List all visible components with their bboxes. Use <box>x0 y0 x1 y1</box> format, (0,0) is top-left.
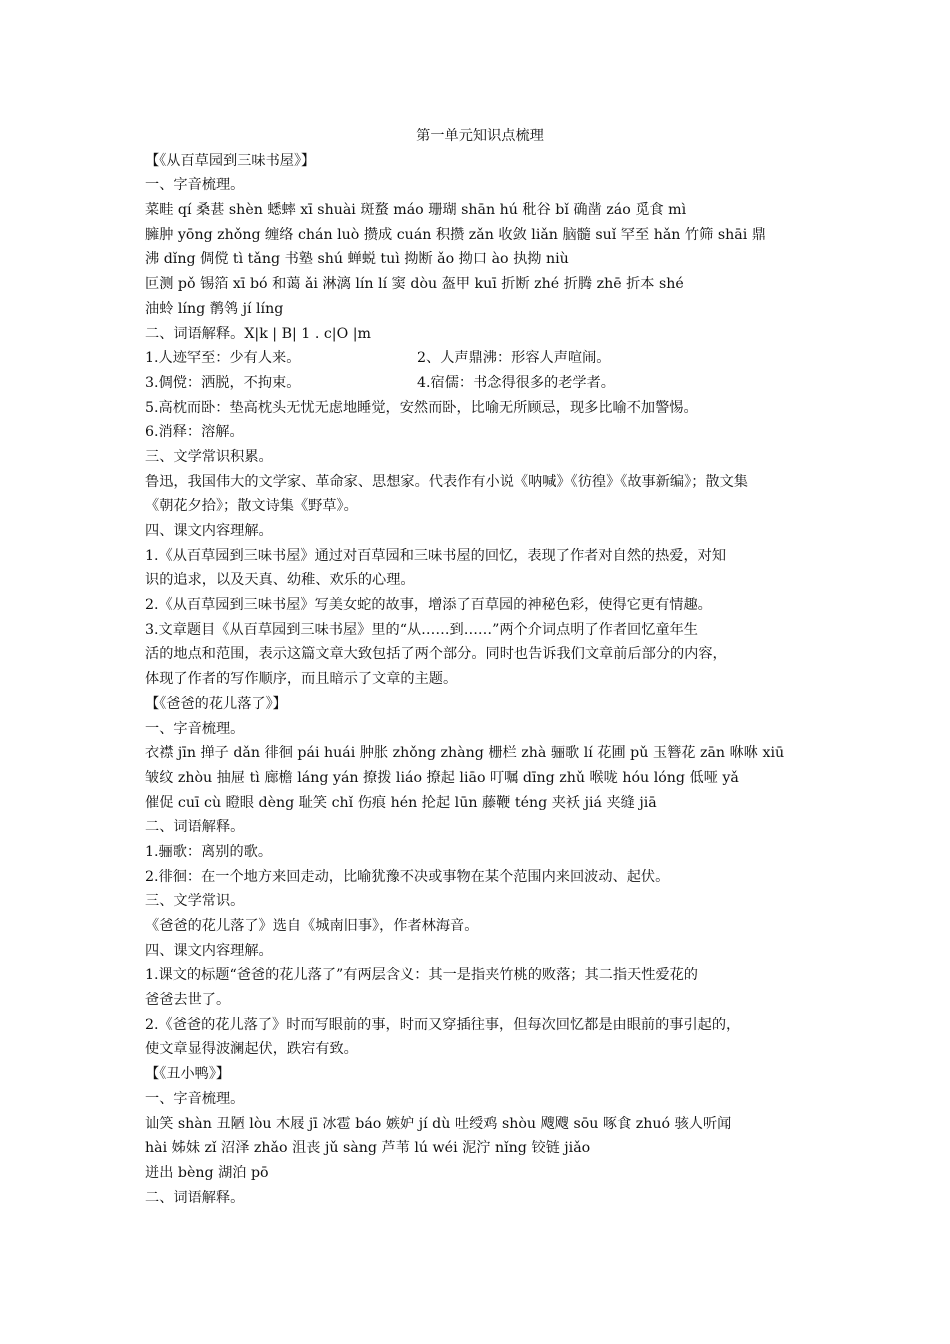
document-page <box>145 124 815 1210</box>
pronunciation-line: 讪笑 shàn 丑陋 lòu 木屐 jī 冰雹 báo 嫉妒 jí dù 吐绶鸡 shòu 飕飕 sōu 啄食 zhuó 骇人听闻 <box>145 1115 732 1132</box>
subsection-heading: 一、字音梳理。 <box>145 177 245 194</box>
pronunciation-line: 迸出 bèng 湖泊 pō <box>145 1164 269 1181</box>
vocab-entry: 1.人迹罕至：少有人来。 <box>145 350 301 367</box>
pronunciation-line: hài 姊妹 zǐ 沼泽 zhǎo 沮丧 jǔ sàng 芦苇 lú wéi 泥泞 nǐng 铰链 jiǎo <box>145 1140 591 1157</box>
subsection-heading: 二、词语解释。X|k | B| 1 . c|O |m <box>145 325 371 342</box>
subsection-heading: 四、课文内容理解。 <box>145 942 273 959</box>
vocab-entry: 1.骊歌：离别的歌。 <box>145 843 273 860</box>
subsection-heading: 一、字音梳理。 <box>145 1090 245 1107</box>
subsection-heading: 三、文学常识积累。 <box>145 448 273 465</box>
section-heading: 【《从百草园到三味书屋》】 <box>145 152 316 169</box>
page-title: 第一单元知识点梳理 <box>416 128 544 144</box>
literature-line: 鲁迅，我国伟大的文学家、革命家、思想家。代表作有小说《呐喊》《彷徨》《故事新编》；散文集 <box>145 473 748 490</box>
subsection-heading: 三、文学常识。 <box>145 893 245 910</box>
pronunciation-line: 臃肿 yōng zhǒng 缠络 chán luò 攒成 cuán 积攒 zǎn 收敛 liǎn 脑髓 suǐ 罕至 hǎn 竹筛 shāi 鼎 <box>145 226 766 243</box>
pronunciation-line: 油蛉 líng 鹡鸰 jí líng <box>145 300 284 317</box>
vocab-entry: 5.高枕而卧：垫高枕头无忧无虑地睡觉，安然而卧，比喻无所顾忌，现多比喻不加警惕。 <box>145 399 698 416</box>
section-heading: 【《爸爸的花儿落了》】 <box>145 695 287 712</box>
pronunciation-line: 催促 cuī cù 瞪眼 dèng 耻笑 chǐ 伤痕 hén 抡起 lūn 藤鞭 téng 夹袄 jiá 夹缝 jiā <box>145 794 657 811</box>
pronunciation-line: 菜畦 qí 桑葚 shèn 蟋蟀 xī shuài 斑蝥 máo 珊瑚 shān hú 秕谷 bǐ 确凿 záo 觅食 mì <box>145 202 687 219</box>
content-line: 活的地点和范围，表示这篇文章大致包括了两个部分。同时也告诉我们文章前后部分的内容， <box>145 646 727 663</box>
vocab-entry: 2.徘徊：在一个地方来回走动，比喻犹豫不决或事物在某个范围内来回波动、起伏。 <box>145 868 670 885</box>
subsection-heading: 四、课文内容理解。 <box>145 523 273 539</box>
literature-line: 《朝花夕拾》；散文诗集《野草》。 <box>145 498 358 515</box>
vocab-entry: 4.宿儒：书念得很多的老学者。 <box>417 374 615 391</box>
subsection-heading: 二、词语解释。 <box>145 1189 245 1206</box>
content-line: 识的追求，以及天真、幼稚、欢乐的心理。 <box>145 572 415 589</box>
content-line: 2.《从百草园到三味书屋》写美女蛇的故事，增添了百草园的神秘色彩，使得它更有情趣。 <box>145 597 712 614</box>
pronunciation-line: 沸 dǐng 倜傥 tì tǎng 书塾 shú 蝉蜕 tuì 拗断 ǎo 拗口 ào 执拗 niù <box>145 251 569 268</box>
vocab-pair-row <box>145 346 815 371</box>
vocab-entry: 2、人声鼎沸：形容人声喧闹。 <box>417 350 611 367</box>
pronunciation-line: 衣襟 jīn 掸子 dǎn 徘徊 pái huái 肿胀 zhǒng zhàng 栅栏 zhà 骊歌 lí 花圃 pǔ 玉簪花 zān 咻咻 xiū <box>145 745 785 762</box>
pronunciation-line: 皱纹 zhòu 抽屉 tì 廊檐 láng yán 撩拨 liáo 撩起 liāo 叮嘱 dīng zhǔ 喉咙 hóu lóng 低哑 yǎ <box>145 769 739 786</box>
content-line: 体现了作者的写作顺序，而且暗示了文章的主题。 <box>145 671 458 688</box>
subsection-heading: 二、词语解释。 <box>145 819 245 836</box>
content-line: 1.课文的标题“爸爸的花儿落了”有两层含义：其一是指夹竹桃的败落；其二指天性爱花的 <box>145 967 698 984</box>
vocab-entry: 3.倜傥：洒脱，不拘束。 <box>145 374 301 391</box>
vocab-pair-row <box>145 371 815 396</box>
literature-line: 《爸爸的花儿落了》选自《城南旧事》，作者林海音。 <box>145 918 479 934</box>
vocab-entry: 6.消释：溶解。 <box>145 424 244 441</box>
content-line: 2.《爸爸的花儿落了》时而写眼前的事，时而又穿插往事，但每次回忆都是由眼前的事引起的， <box>145 1016 741 1033</box>
content-line: 使文章显得波澜起伏，跌宕有致。 <box>145 1041 358 1058</box>
content-line: 3.文章题目《从百草园到三味书屋》里的“从……到……”两个介词点明了作者回忆童年生 <box>145 621 698 638</box>
pronunciation-line: 叵测 pǒ 锡箔 xī bó 和蔼 ǎi 淋漓 lín lí 窦 dòu 盔甲 kuī 折断 zhé 折腾 zhē 折本 shé <box>145 276 684 293</box>
content-line: 1.《从百草园到三味书屋》通过对百草园和三味书屋的回忆，表现了作者对自然的热爱，对知 <box>145 547 727 564</box>
content-line: 爸爸去世了。 <box>145 992 231 1009</box>
subsection-heading: 一、字音梳理。 <box>145 720 245 737</box>
section-heading: 【《丑小鸭》】 <box>145 1066 231 1083</box>
